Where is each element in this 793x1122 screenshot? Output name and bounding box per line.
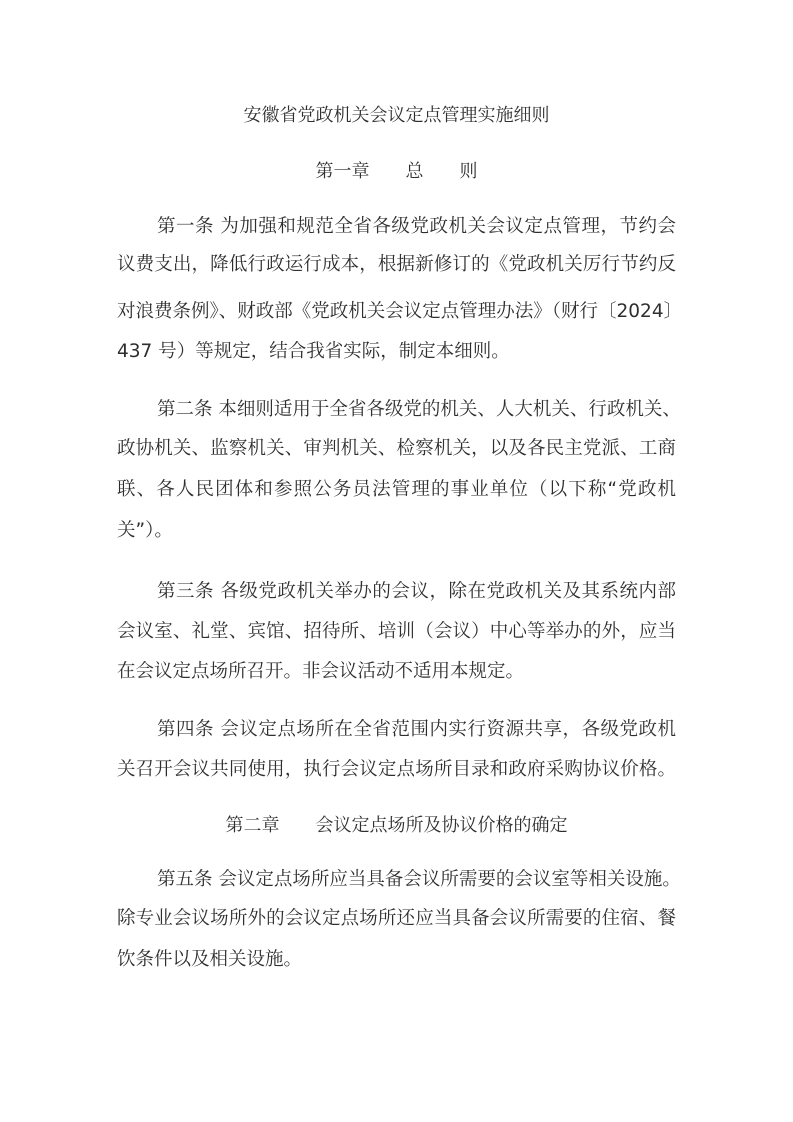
text-line: 第五条 会议定点场所应当具备会议所需要的会议室等相关设施。 xyxy=(157,869,681,890)
text-line: 第二条 本细则适用于全省各级党的机关、人大机关、行政机关、 xyxy=(157,399,681,420)
document-title: 安徽省党政机关会议定点管理实施细则 xyxy=(243,105,550,126)
chapter-1-heading: 第一章 总 则 xyxy=(315,161,478,182)
text-line: 政协机关、监察机关、审判机关、检察机关，以及各民主党派、工商 xyxy=(117,438,676,459)
text-line: 在会议定点场所召开。非会议活动不适用本规定。 xyxy=(117,661,525,682)
text-line: 437 号）等规定，结合我省实际，制定本细则。 xyxy=(117,341,510,362)
text-line: 除专业会议场所外的会议定点场所还应当具备会议所需要的住宿、餐 xyxy=(117,908,676,929)
text-line: 对浪费条例》、财政部《党政机关会议定点管理办法》（财行〔2024〕 xyxy=(117,301,683,322)
text-line: 第三条 各级党政机关举办的会议，除在党政机关及其系统内部 xyxy=(157,581,676,602)
text-line: 联、各人民团体和参照公务员法管理的事业单位（以下称“党政机 xyxy=(117,479,676,500)
text-line: 会议室、礼堂、宾馆、招待所、培训（会议）中心等举办的外，应当 xyxy=(117,621,676,642)
text-line: 第四条 会议定点场所在全省范围内实行资源共享，各级党政机 xyxy=(157,719,676,740)
text-line: 关”）。 xyxy=(117,520,173,541)
text-line: 关召开会议共同使用，执行会议定点场所目录和政府采购协议价格。 xyxy=(117,759,676,780)
text-line: 议费支出，降低行政运行成本，根据新修订的《党政机关厉行节约反 xyxy=(117,254,676,275)
chapter-2-heading: 第二章 会议定点场所及协议价格的确定 xyxy=(225,815,568,836)
text-line: 第一条 为加强和规范全省各级党政机关会议定点管理，节约会 xyxy=(157,216,676,237)
text-line: 饮条件以及相关设施。 xyxy=(117,949,303,970)
